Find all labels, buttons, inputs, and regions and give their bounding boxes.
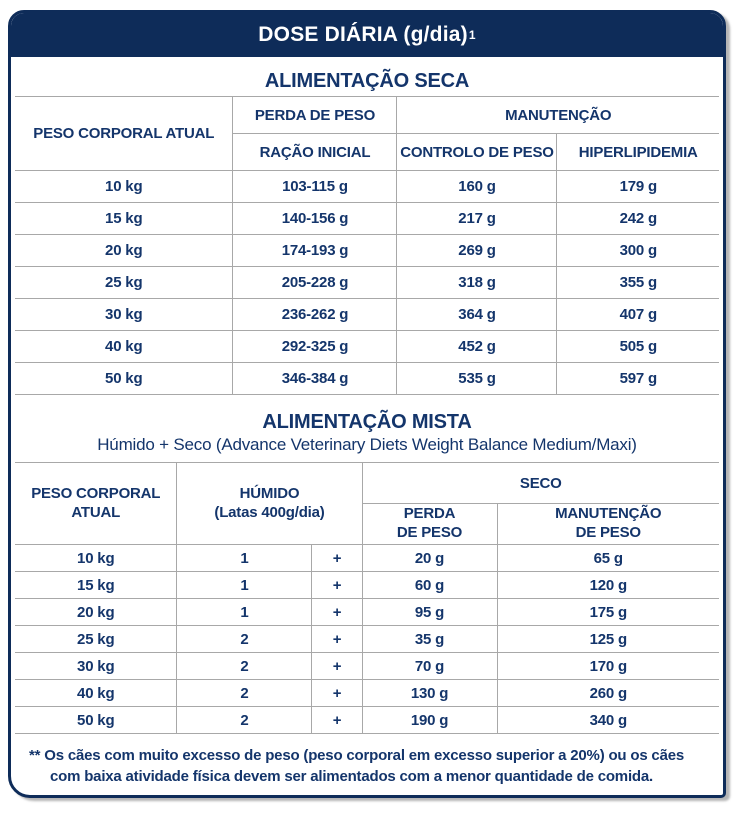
mixed-header-row-1 <box>15 463 719 504</box>
page-title: DOSE DIÁRIA (g/dia) <box>258 23 468 46</box>
cell-weight-maintenance: 170 g <box>497 653 719 680</box>
mixed-col-wet-line2: (Latas 400g/dia) <box>214 503 325 521</box>
dry-col-weight: PESO CORPORAL ATUAL <box>15 97 233 171</box>
cell-weight: 50 kg <box>15 363 233 395</box>
cell-weight: 20 kg <box>15 235 233 267</box>
cell-cans: 2 <box>177 626 312 653</box>
table-row <box>15 363 719 395</box>
table-row <box>15 545 719 572</box>
dry-col-maintenance: MANUTENÇÃO <box>397 97 719 134</box>
cell-plus-sign: + <box>312 599 362 626</box>
cell-weight-loss: 60 g <box>362 572 497 599</box>
mixed-subtitle: Húmido + Seco (Advance Veterinary Diets Weight Balance Medium/Maxi) <box>97 435 637 454</box>
cell-weight: 25 kg <box>15 267 233 299</box>
cell-hyperlipidemia: 597 g <box>557 363 719 395</box>
cell-weight: 25 kg <box>15 626 177 653</box>
cell-weight: 50 kg <box>15 707 177 734</box>
cell-hyperlipidemia: 407 g <box>557 299 719 331</box>
cell-plus-sign: + <box>312 626 362 653</box>
dry-col-weight-loss: PERDA DE PESO <box>233 97 397 134</box>
cell-weight: 15 kg <box>15 203 233 235</box>
table-row <box>15 171 719 203</box>
cell-weight: 10 kg <box>15 545 177 572</box>
cell-weight: 20 kg <box>15 599 177 626</box>
cell-weight-maintenance: 175 g <box>497 599 719 626</box>
cell-weight-loss: 20 g <box>362 545 497 572</box>
mixed-col-weight-line1: PESO CORPORAL <box>31 484 161 502</box>
cell-cans: 2 <box>177 680 312 707</box>
cell-weight-maintenance: 260 g <box>497 680 719 707</box>
cell-initial-ration: 140-156 g <box>233 203 397 235</box>
cell-cans: 1 <box>177 545 312 572</box>
cell-plus-sign: + <box>312 653 362 680</box>
cell-cans: 1 <box>177 572 312 599</box>
cell-weight-control: 318 g <box>397 267 557 299</box>
dose-table-card <box>8 10 726 798</box>
table-row <box>15 299 719 331</box>
cell-weight-control: 364 g <box>397 299 557 331</box>
cell-weight-maintenance: 125 g <box>497 626 719 653</box>
mixed-col-weight-maintenance-line1: MANUTENÇÃO <box>555 505 662 523</box>
mixed-col-weight-maintenance <box>497 504 719 545</box>
mixed-col-weight-line2: ATUAL <box>71 503 121 521</box>
mixed-feeding-table <box>15 462 719 734</box>
table-row <box>15 626 719 653</box>
footnote-marker: ** <box>29 747 41 764</box>
cell-weight: 10 kg <box>15 171 233 203</box>
cell-hyperlipidemia: 355 g <box>557 267 719 299</box>
cell-initial-ration: 174-193 g <box>233 235 397 267</box>
dry-col-initial-ration: RAÇÃO INICIAL <box>233 134 397 171</box>
cell-plus-sign: + <box>312 707 362 734</box>
table-row <box>15 653 719 680</box>
cell-weight-loss: 95 g <box>362 599 497 626</box>
footnote-text: Os cães com muito excesso de peso (peso corporal em excesso superior a 20%) ou os cães com baixa atividade física devem ser alimentados com a menor quantidade de comida. <box>44 747 684 786</box>
mixed-col-dry: SECO <box>362 463 719 504</box>
dry-col-hyperlipidemia: HIPERLIPIDEMIA <box>557 134 719 171</box>
title-bar: DOSE DIÁRIA (g/dia) 1 <box>11 13 723 57</box>
mixed-col-wet <box>177 463 362 545</box>
cell-plus-sign: + <box>312 572 362 599</box>
cell-weight: 15 kg <box>15 572 177 599</box>
cell-cans: 1 <box>177 599 312 626</box>
cell-hyperlipidemia: 179 g <box>557 171 719 203</box>
mixed-col-weight-loss <box>362 504 497 545</box>
cell-hyperlipidemia: 300 g <box>557 235 719 267</box>
mixed-col-weight-maintenance-line2: DE PESO <box>575 524 641 541</box>
cell-weight-control: 160 g <box>397 171 557 203</box>
mixed-col-weight-loss-line1: PERDA <box>403 505 456 523</box>
dry-feeding-table <box>15 96 719 395</box>
cell-initial-ration: 346-384 g <box>233 363 397 395</box>
table-row <box>15 599 719 626</box>
mixed-col-weight <box>15 463 177 545</box>
cell-weight-loss: 190 g <box>362 707 497 734</box>
cell-plus-sign: + <box>312 680 362 707</box>
cell-weight: 40 kg <box>15 680 177 707</box>
cell-cans: 2 <box>177 707 312 734</box>
cell-weight-maintenance: 120 g <box>497 572 719 599</box>
cell-weight-maintenance: 340 g <box>497 707 719 734</box>
dry-header-row-1 <box>15 97 719 134</box>
cell-weight-maintenance: 65 g <box>497 545 719 572</box>
cell-weight-control: 452 g <box>397 331 557 363</box>
cell-plus-sign: + <box>312 545 362 572</box>
cell-cans: 2 <box>177 653 312 680</box>
footnote <box>29 745 707 788</box>
mixed-col-weight-loss-line2: DE PESO <box>396 524 463 541</box>
cell-weight-control: 269 g <box>397 235 557 267</box>
cell-weight-loss: 70 g <box>362 653 497 680</box>
table-row <box>15 267 719 299</box>
cell-weight-loss: 35 g <box>362 626 497 653</box>
cell-initial-ration: 236-262 g <box>233 299 397 331</box>
dry-col-weight-control: CONTROLO DE PESO <box>397 134 557 171</box>
cell-weight: 30 kg <box>15 299 233 331</box>
cell-weight-loss: 130 g <box>362 680 497 707</box>
cell-weight: 40 kg <box>15 331 233 363</box>
cell-hyperlipidemia: 505 g <box>557 331 719 363</box>
cell-initial-ration: 292-325 g <box>233 331 397 363</box>
cell-weight-control: 535 g <box>397 363 557 395</box>
table-row <box>15 572 719 599</box>
table-row <box>15 680 719 707</box>
cell-initial-ration: 103-115 g <box>233 171 397 203</box>
cell-weight-control: 217 g <box>397 203 557 235</box>
cell-initial-ration: 205-228 g <box>233 267 397 299</box>
mixed-col-wet-line1: HÚMIDO <box>239 484 300 502</box>
mixed-section-title: ALIMENTAÇÃO MISTA <box>262 411 472 433</box>
table-row <box>15 707 719 734</box>
table-row <box>15 331 719 363</box>
cell-weight: 30 kg <box>15 653 177 680</box>
table-row <box>15 235 719 267</box>
cell-hyperlipidemia: 242 g <box>557 203 719 235</box>
table-row <box>15 203 719 235</box>
dry-section-title: ALIMENTAÇÃO SECA <box>264 70 470 92</box>
